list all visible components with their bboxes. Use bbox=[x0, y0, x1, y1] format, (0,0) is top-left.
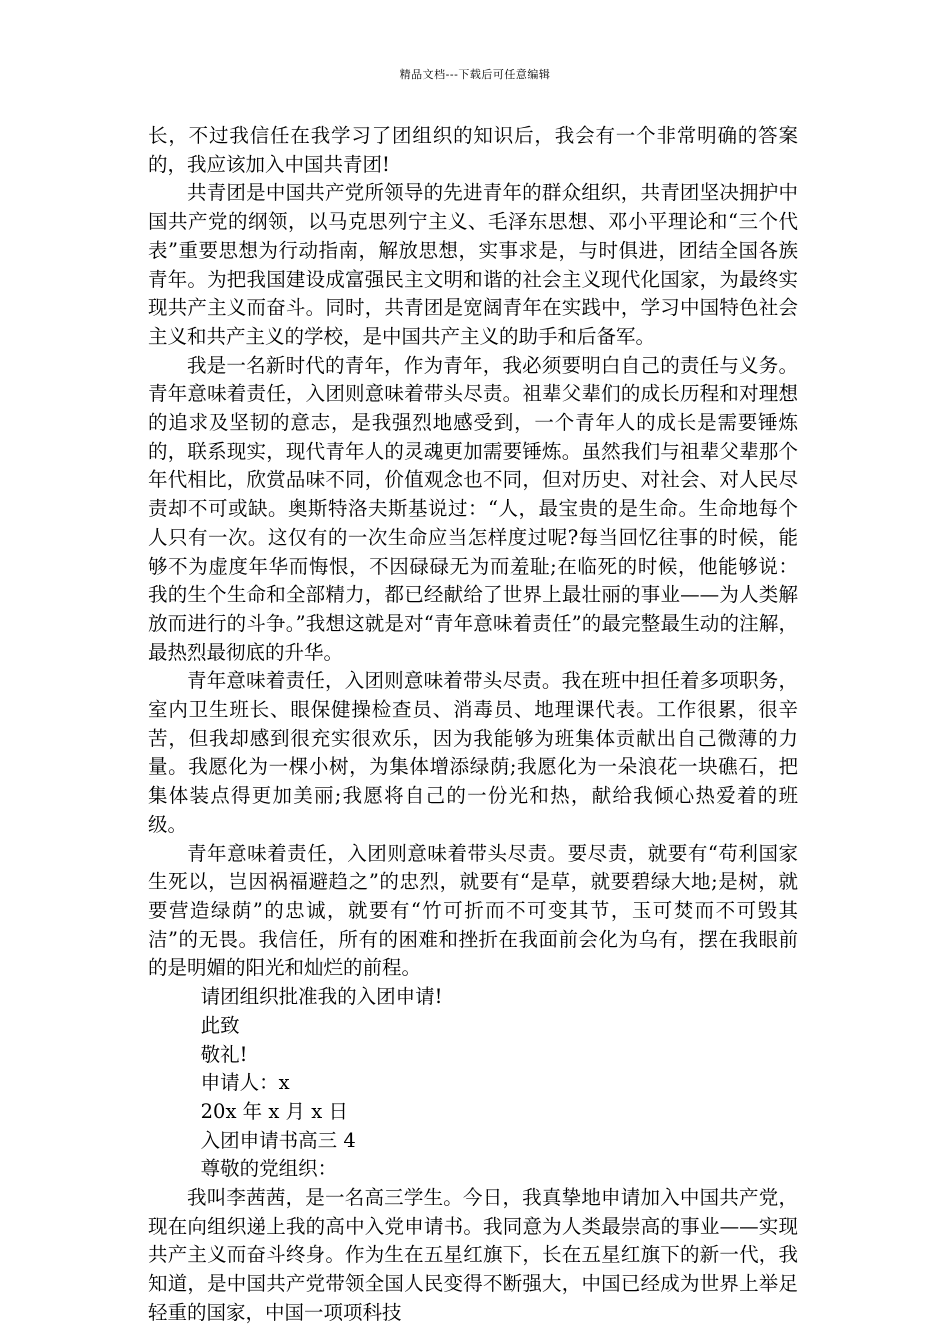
closing-request: 请团组织批准我的入团申请! bbox=[200, 985, 443, 1009]
applicant-signature: 申请人：x bbox=[200, 1071, 290, 1095]
application-date: 20x 年 x 月 x 日 bbox=[200, 1099, 348, 1123]
page-header: 精品文档---下载后可任意编辑 bbox=[399, 68, 551, 81]
closing-salutation-2: 敬礼! bbox=[200, 1042, 248, 1066]
document-body bbox=[148, 122, 798, 1328]
paragraph-commitment: 青年意味着责任，入团则意味着带头尽责。要尽责，就要有“苟利国家生死以，岂因祸福避趋之”的忠烈，就要有“是草，就要碧绿大地;是树，就要营造绿荫”的忠诚，就要有“竹可折而不可变其节，玉可焚而不可毁其洁”的无畏。我信任，所有的困难和挫折在我面前会化为乌有，摆在我眼前的是明媚的阳光和灿烂的前程。 bbox=[148, 841, 798, 980]
closing-salutation-1: 此致 bbox=[200, 1013, 240, 1037]
paragraph-league-intro: 共青团是中国共产党所领导的先进青年的群众组织，共青团坚决拥护中国共产党的纲领，以马克思列宁主义、毛泽东思想、邓小平理论和“三个代表”重要思想为行动指南，解放思想，实事求是，与时俱进，团结全国各族青年。为把我国建设成富强民主文明和谐的社会主义现代化国家，为最终实现共产主义而奋斗。同时，共青团是宽阔青年在实践中，学习中国特色社会主义和共产主义的学校，是中国共产主义的助手和后备军。 bbox=[148, 181, 798, 348]
next-section-greeting: 尊敬的党组织： bbox=[200, 1157, 338, 1181]
next-section-title: 入团申请书高三 4 bbox=[200, 1128, 356, 1152]
paragraph-youth-responsibility: 我是一名新时代的青年，作为青年，我必须要明白自己的责任与义务。青年意味着责任，入团则意味着带头尽责。祖辈父辈们的成长历程和对理想的追求及坚韧的意志，是我强烈地感受到，一个青年人的成长是需要锤炼的，联系现实，现代青年人的灵魂更加需要锤炼。虽然我们与祖辈父辈那个年代相比，欣赏品味不同，价值观念也不同，但对历史、对社会、对人民尽责却不可或缺。奥斯特洛夫斯基说过：“人，最宝贵的是生命。生命地每个人只有一次。这仅有的一次生命应当怎样度过呢?每当回忆往事的时候，能够不为虚度年华而悔恨，不因碌碌无为而羞耻;在临死的时候，他能够说：我的生个生命和全部精力，都已经献给了世界上最壮丽的事业——为人类解放而进行的斗争。”我想这就是对“青年意味着责任”的最完整最生动的注解，最热烈最彻底的升华。 bbox=[148, 353, 798, 664]
paragraph-party-application: 我叫李茜茜，是一名高三学生。今日，我真挚地申请加入中国共产党，现在向组织递上我的高中入党申请书。我同意为人类最崇高的事业——实现共产主义而奋斗终身。作为生在五星红旗下，长在五星红旗下的新一代，我知道，是中国共产党带领全国人民变得不断强大，中国已经成为世界上举足轻重的国家，中国一项项科技 bbox=[148, 1186, 798, 1324]
paragraph-class-duties: 青年意味着责任，入团则意味着带头尽责。我在班中担任着多项职务，室内卫生班长、眼保健操检查员、消毒员、地理课代表。工作很累，很辛苦，但我却感到很充实很欢乐，因为我能够为班集体贡献出自己微薄的力量。我愿化为一棵小树，为集体增添绿荫;我愿化为一朵浪花一块礁石，把集体装点得更加美丽;我愿将自己的一份光和热，献给我倾心热爱着的班级。 bbox=[148, 669, 798, 836]
paragraph-continuation: 长，不过我信任在我学习了团组织的知识后，我会有一个非常明确的答案的，我应该加入中国共青团! bbox=[148, 124, 798, 176]
